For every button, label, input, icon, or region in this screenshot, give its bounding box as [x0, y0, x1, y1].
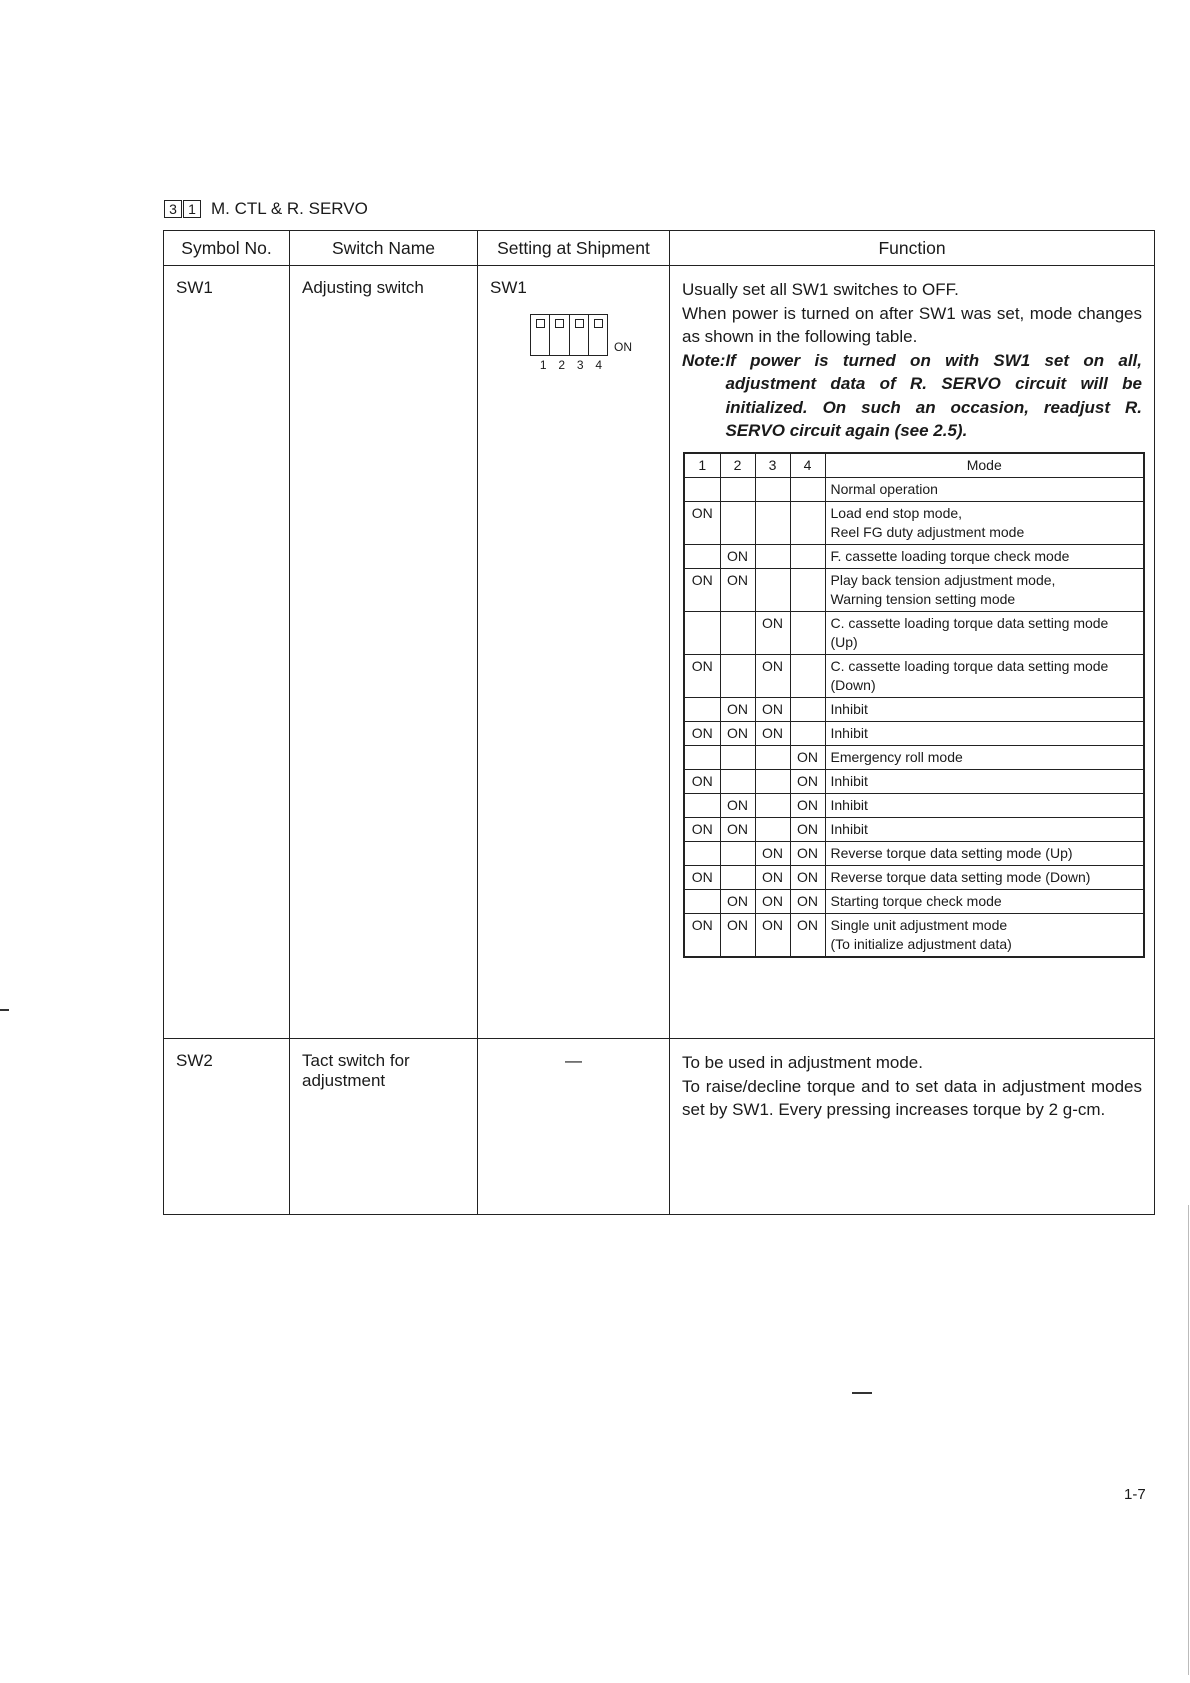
dip-position-numbers [534, 358, 608, 372]
mode-description: C. cassette loading torque data setting mode [830, 614, 1109, 631]
mode-switch-3-cell [755, 477, 790, 501]
mode-switch-3-cell: ON [755, 865, 790, 889]
sw1-note-lead: Note: [682, 350, 726, 370]
mode-switch-4-cell: ON [790, 793, 825, 817]
mode-description-cell [825, 769, 1144, 793]
mode-row [684, 793, 1144, 817]
sw2-setting: — [478, 1039, 670, 1215]
mode-switch-1-cell [684, 889, 720, 913]
mode-switch-2-cell: ON [720, 913, 755, 957]
dip-switch-4 [589, 315, 607, 355]
mode-switch-4-cell [790, 477, 825, 501]
mode-table-header [684, 453, 1144, 478]
page-number: 1-7 [1124, 1486, 1146, 1503]
mode-row [684, 544, 1144, 568]
sw1-function-cell [670, 266, 1155, 1039]
dip-on-label: ON [614, 340, 632, 354]
mode-description: Reverse torque data setting mode (Down) [830, 868, 1091, 885]
mode-switch-2-cell: ON [720, 793, 755, 817]
mode-switch-2-cell [720, 745, 755, 769]
mode-switch-4-cell [790, 654, 825, 697]
mode-table-body [684, 477, 1144, 957]
dip-switch-1 [531, 315, 550, 355]
mode-row [684, 654, 1144, 697]
mode-description: C. cassette loading torque data setting mode [830, 657, 1109, 674]
mode-switch-1-cell [684, 841, 720, 865]
mode-switch-4-cell: ON [790, 913, 825, 957]
mode-description: Inhibit [830, 700, 868, 717]
section-heading [164, 199, 368, 219]
mode-switch-3-cell [755, 501, 790, 544]
mode-switch-2-cell: ON [720, 889, 755, 913]
scan-mark-left [0, 1009, 9, 1011]
mode-row [684, 697, 1144, 721]
mode-switch-3-cell: ON [755, 889, 790, 913]
mode-switch-1-cell [684, 793, 720, 817]
mode-table [683, 452, 1145, 958]
mode-header-4: 4 [790, 453, 825, 478]
mode-row [684, 889, 1144, 913]
mode-description-cell [825, 611, 1144, 654]
mode-switch-2-cell: ON [720, 568, 755, 611]
mode-description: Single unit adjustment mode [830, 916, 1008, 933]
mode-description-continued: (To initialize adjustment data) [830, 935, 1012, 952]
mode-switch-2-cell: ON [720, 817, 755, 841]
mode-description-cell [825, 841, 1144, 865]
table-row-sw2 [164, 1039, 1155, 1215]
mode-description-cell [825, 654, 1144, 697]
mode-switch-3-cell: ON [755, 697, 790, 721]
mode-switch-3-cell [755, 769, 790, 793]
dip-knob-4 [594, 319, 603, 328]
mode-switch-4-cell: ON [790, 769, 825, 793]
mode-switch-3-cell: ON [755, 913, 790, 957]
mode-switch-4-cell [790, 611, 825, 654]
mode-description: Inhibit [830, 724, 868, 741]
sw1-switch-name: Adjusting switch [290, 266, 478, 1039]
mode-switch-4-cell [790, 721, 825, 745]
dip-knob-1 [536, 319, 545, 328]
mode-description-continued: Reel FG duty adjustment mode [830, 523, 1025, 540]
mode-row [684, 865, 1144, 889]
mode-description-continued: (Down) [830, 676, 876, 693]
dip-position-3: 3 [576, 358, 584, 372]
mode-switch-2-cell [720, 477, 755, 501]
mode-switch-4-cell: ON [790, 841, 825, 865]
sw1-function-line-1: Usually set all SW1 switches to OFF. [682, 280, 959, 299]
mode-switch-4-cell [790, 501, 825, 544]
mode-switch-4-cell: ON [790, 745, 825, 769]
mode-description-cell [825, 889, 1144, 913]
mode-header-1: 1 [684, 453, 720, 478]
mode-row [684, 841, 1144, 865]
mode-row [684, 913, 1144, 957]
sw1-note [682, 349, 1142, 443]
mode-switch-1-cell: ON [684, 817, 720, 841]
mode-row [684, 769, 1144, 793]
scan-edge-right [1188, 1205, 1189, 1675]
mode-switch-2-cell [720, 611, 755, 654]
mode-switch-4-cell: ON [790, 865, 825, 889]
mode-header-3: 3 [755, 453, 790, 478]
mode-switch-2-cell [720, 654, 755, 697]
dip-switch-3 [570, 315, 589, 355]
switch-table-header [164, 231, 1155, 266]
mode-switch-1-cell [684, 745, 720, 769]
mode-description: Inhibit [830, 772, 868, 789]
mode-description-cell [825, 568, 1144, 611]
sw2-function-cell [670, 1039, 1155, 1215]
mode-description-continued: Warning tension setting mode [830, 590, 1016, 607]
sw1-symbol: SW1 [164, 266, 290, 1039]
sw1-setting-cell [478, 266, 670, 1039]
scan-mark-bottom [852, 1392, 872, 1394]
mode-switch-1-cell: ON [684, 654, 720, 697]
sw1-function-line-2: When power is turned on after SW1 was set, mode changes as shown in the following table. [682, 303, 1142, 346]
mode-description-cell [825, 477, 1144, 501]
mode-description-cell [825, 721, 1144, 745]
mode-description: Inhibit [830, 796, 868, 813]
mode-switch-3-cell: ON [755, 611, 790, 654]
mode-switch-3-cell: ON [755, 841, 790, 865]
mode-switch-1-cell [684, 477, 720, 501]
mode-switch-4-cell [790, 697, 825, 721]
mode-description-cell [825, 793, 1144, 817]
mode-row [684, 817, 1144, 841]
dip-position-4: 4 [595, 358, 603, 372]
mode-description-cell [825, 913, 1144, 957]
mode-switch-3-cell: ON [755, 721, 790, 745]
section-title: M. CTL & R. SERVO [211, 199, 368, 218]
mode-switch-1-cell [684, 544, 720, 568]
dip-knob-3 [575, 319, 584, 328]
dip-position-2: 2 [558, 358, 566, 372]
sw2-symbol: SW2 [164, 1039, 290, 1215]
mode-description-cell [825, 697, 1144, 721]
mode-switch-2-cell [720, 501, 755, 544]
sw1-note-text: If power is turned on with SW1 set on all, adjustment data of R. SERVO circuit will be initialized. On such an occasion, readjust R. SERVO circuit again (see 2.5). [725, 350, 1142, 440]
dip-switch-2 [550, 315, 569, 355]
mode-switch-1-cell [684, 697, 720, 721]
mode-description: Reverse torque data setting mode (Up) [830, 844, 1073, 861]
mode-description: F. cassette loading torque check mode [830, 547, 1070, 564]
mode-description-continued: (Up) [830, 633, 858, 650]
sw2-function-line-1: To be used in adjustment mode. [682, 1053, 923, 1072]
mode-row [684, 611, 1144, 654]
mode-description-cell [825, 865, 1144, 889]
mode-row [684, 477, 1144, 501]
section-number-a: 3 [164, 200, 182, 218]
mode-row [684, 568, 1144, 611]
mode-description: Play back tension adjustment mode, [830, 571, 1056, 588]
mode-row [684, 745, 1144, 769]
mode-switch-3-cell [755, 745, 790, 769]
mode-description: Load end stop mode, [830, 504, 963, 521]
header-setting-at-shipment: Setting at Shipment [478, 231, 670, 266]
mode-switch-3-cell [755, 793, 790, 817]
section-number [164, 200, 201, 218]
mode-description-cell [825, 501, 1144, 544]
header-function: Function [670, 231, 1155, 266]
mode-description: Emergency roll mode [830, 748, 963, 765]
mode-description: Inhibit [830, 820, 868, 837]
dip-knob-2 [555, 319, 564, 328]
mode-switch-1-cell: ON [684, 913, 720, 957]
mode-description-cell [825, 544, 1144, 568]
mode-header-2: 2 [720, 453, 755, 478]
dip-switch-body [530, 314, 608, 356]
mode-switch-2-cell: ON [720, 544, 755, 568]
mode-switch-4-cell [790, 544, 825, 568]
mode-switch-1-cell: ON [684, 721, 720, 745]
mode-switch-2-cell [720, 865, 755, 889]
switch-table [163, 230, 1155, 1215]
header-symbol-no: Symbol No. [164, 231, 290, 266]
mode-switch-3-cell [755, 568, 790, 611]
mode-switch-3-cell [755, 817, 790, 841]
mode-header-mode: Mode [825, 453, 1144, 478]
mode-description-cell [825, 817, 1144, 841]
mode-switch-1-cell: ON [684, 769, 720, 793]
sw2-function-line-2: To raise/decline torque and to set data in adjustment modes set by SW1. Every pressing increases torque by 2 g-cm. [682, 1076, 1142, 1119]
mode-description-cell [825, 745, 1144, 769]
mode-switch-2-cell [720, 769, 755, 793]
mode-switch-1-cell: ON [684, 865, 720, 889]
section-number-b: 1 [183, 200, 201, 218]
mode-description: Starting torque check mode [830, 892, 1002, 909]
sw1-setting-label: SW1 [490, 278, 527, 297]
mode-switch-2-cell: ON [720, 721, 755, 745]
mode-switch-2-cell: ON [720, 697, 755, 721]
mode-switch-4-cell [790, 568, 825, 611]
table-row-sw1 [164, 266, 1155, 1039]
mode-switch-1-cell [684, 611, 720, 654]
dip-switch-diagram [530, 314, 640, 374]
mode-description: Normal operation [830, 480, 938, 497]
sw2-switch-name: Tact switch for adjustment [290, 1039, 478, 1215]
dip-position-1: 1 [539, 358, 547, 372]
header-switch-name: Switch Name [290, 231, 478, 266]
mode-switch-1-cell: ON [684, 501, 720, 544]
mode-switch-4-cell: ON [790, 817, 825, 841]
mode-switch-2-cell [720, 841, 755, 865]
mode-switch-3-cell [755, 544, 790, 568]
mode-switch-3-cell: ON [755, 654, 790, 697]
mode-row [684, 501, 1144, 544]
mode-row [684, 721, 1144, 745]
mode-switch-4-cell: ON [790, 889, 825, 913]
mode-switch-1-cell: ON [684, 568, 720, 611]
